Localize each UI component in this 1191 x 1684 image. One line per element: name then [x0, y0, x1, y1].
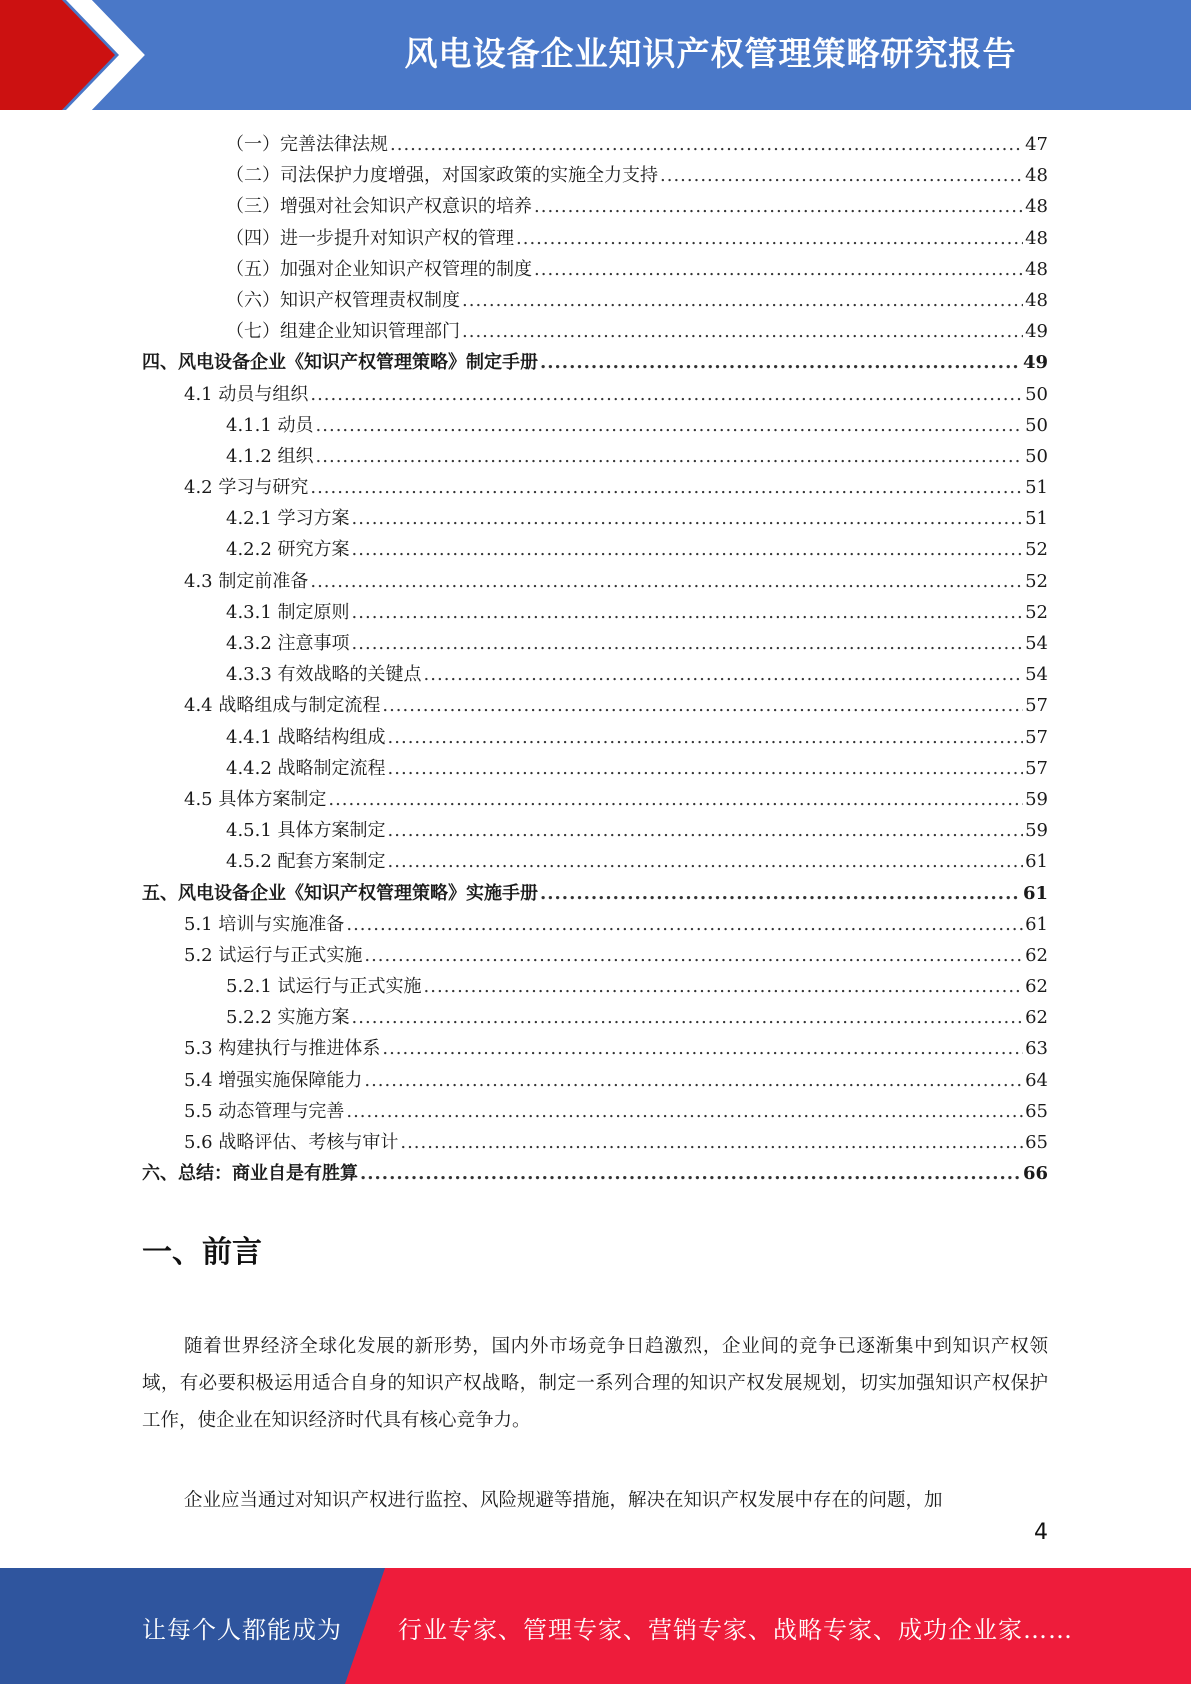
page-number: 4 — [1034, 1520, 1048, 1545]
toc-entry-label: 5.2.2 实施方案 — [226, 1007, 350, 1029]
toc-entry[interactable] — [142, 1096, 1048, 1127]
toc-entry-page: 51 — [1025, 477, 1048, 499]
toc-entry-page: 48 — [1025, 289, 1048, 311]
toc-entry-label: 5.5 动态管理与完善 — [184, 1100, 345, 1122]
toc-entry-page: 57 — [1025, 726, 1048, 748]
toc-entry-page: 64 — [1025, 1069, 1048, 1091]
toc-dot-leader — [360, 1158, 1021, 1189]
toc-entry-label: （五）加强对企业知识产权管理的制度 — [226, 258, 532, 280]
toc-entry-label: （二）司法保护力度增强，对国家政策的实施全力支持 — [226, 165, 658, 187]
toc-dot-leader — [660, 160, 1023, 191]
toc-entry-label: 4.1.2 组织 — [226, 445, 314, 467]
toc-entry-label: 4.1 动员与组织 — [184, 383, 309, 405]
toc-dot-leader — [388, 815, 1024, 846]
toc-entry[interactable] — [142, 410, 1048, 441]
toc-dot-leader — [352, 534, 1024, 565]
toc-entry-label: 4.2.1 学习方案 — [226, 508, 350, 530]
toc-entry[interactable] — [142, 940, 1048, 971]
toc-dot-leader — [352, 1002, 1024, 1033]
toc-dot-leader — [310, 566, 1023, 597]
toc-dot-leader — [424, 659, 1024, 690]
table-of-contents — [142, 129, 1048, 1189]
toc-entry-page: 62 — [1025, 944, 1048, 966]
toc-dot-leader — [534, 254, 1023, 285]
toc-dot-leader — [540, 878, 1021, 909]
toc-entry[interactable] — [142, 129, 1048, 160]
toc-entry-page: 48 — [1025, 258, 1048, 280]
toc-entry-page: 47 — [1025, 134, 1048, 155]
toc-entry-label: 4.5.2 配套方案制定 — [226, 851, 386, 873]
toc-entry-page: 65 — [1025, 1100, 1048, 1122]
toc-entry[interactable] — [142, 815, 1048, 846]
toc-entry-page: 48 — [1025, 196, 1048, 218]
toc-entry-page: 59 — [1025, 788, 1048, 810]
toc-entry[interactable] — [142, 347, 1048, 378]
toc-entry[interactable] — [142, 628, 1048, 659]
toc-dot-leader — [382, 690, 1023, 721]
toc-entry-page: 52 — [1025, 601, 1048, 623]
toc-dot-leader — [364, 940, 1023, 971]
page-footer — [0, 1568, 1191, 1684]
toc-entry[interactable] — [142, 1033, 1048, 1064]
toc-entry-page: 66 — [1022, 1163, 1048, 1185]
toc-entry[interactable] — [142, 846, 1048, 877]
toc-dot-leader — [400, 1127, 1023, 1158]
toc-entry-label: 5.3 构建执行与推进体系 — [184, 1038, 381, 1060]
toc-entry[interactable] — [142, 566, 1048, 597]
toc-entry[interactable] — [142, 503, 1048, 534]
toc-dot-leader — [382, 1033, 1023, 1064]
toc-entry-label: 4.5 具体方案制定 — [184, 788, 327, 810]
toc-entry-page: 62 — [1025, 976, 1048, 998]
toc-entry-page: 61 — [1025, 851, 1048, 873]
toc-entry[interactable] — [142, 191, 1048, 222]
toc-dot-leader — [310, 472, 1023, 503]
toc-entry-label: （六）知识产权管理责权制度 — [226, 289, 460, 311]
toc-entry[interactable] — [142, 285, 1048, 316]
toc-entry-page: 49 — [1025, 321, 1048, 343]
toc-dot-leader — [352, 597, 1024, 628]
toc-entry-page: 52 — [1025, 570, 1048, 592]
toc-entry[interactable] — [142, 659, 1048, 690]
toc-dot-leader — [462, 285, 1023, 316]
toc-entry-label: 5.4 增强实施保障能力 — [184, 1069, 363, 1091]
toc-dot-leader — [328, 784, 1023, 815]
toc-entry[interactable] — [142, 722, 1048, 753]
toc-entry-page: 63 — [1025, 1038, 1048, 1060]
toc-entry-page: 57 — [1025, 695, 1048, 717]
toc-dot-leader — [352, 628, 1024, 659]
toc-entry-label: 4.2 学习与研究 — [184, 477, 309, 499]
toc-entry[interactable] — [142, 1158, 1048, 1189]
toc-entry[interactable] — [142, 1065, 1048, 1096]
header-arrow-graphic — [0, 0, 160, 110]
toc-entry-label: 4.2.2 研究方案 — [226, 539, 350, 561]
toc-entry[interactable] — [142, 597, 1048, 628]
toc-entry[interactable] — [142, 753, 1048, 784]
toc-entry[interactable] — [142, 534, 1048, 565]
toc-entry-page: 61 — [1025, 913, 1048, 935]
toc-entry-page: 50 — [1025, 445, 1048, 467]
toc-entry[interactable] — [142, 254, 1048, 285]
toc-entry-page: 51 — [1025, 508, 1048, 530]
toc-entry[interactable] — [142, 379, 1048, 410]
toc-entry-page: 50 — [1025, 414, 1048, 436]
toc-entry-page: 59 — [1025, 820, 1048, 842]
toc-entry[interactable] — [142, 690, 1048, 721]
toc-entry-label: 4.4 战略组成与制定流程 — [184, 695, 381, 717]
toc-entry[interactable] — [142, 160, 1048, 191]
toc-dot-leader — [310, 379, 1023, 410]
toc-dot-leader — [516, 223, 1023, 254]
toc-entry-label: 六、总结：商业自是有胜算 — [142, 1163, 358, 1185]
toc-dot-leader — [462, 316, 1023, 347]
toc-entry-page: 61 — [1022, 882, 1048, 904]
toc-entry-page: 50 — [1025, 383, 1048, 405]
toc-entry-label: （一）完善法律法规 — [226, 134, 388, 155]
toc-entry-label: （三）增强对社会知识产权意识的培养 — [226, 196, 532, 218]
section-heading: 一、前言 — [142, 1235, 262, 1270]
toc-entry-page: 48 — [1025, 165, 1048, 187]
toc-dot-leader — [346, 1096, 1023, 1127]
toc-dot-leader — [390, 129, 1023, 160]
toc-entry-label: 4.4.1 战略结构组成 — [226, 726, 386, 748]
toc-entry[interactable] — [142, 223, 1048, 254]
toc-entry-label: 4.3.3 有效战略的关键点 — [226, 664, 422, 686]
toc-dot-leader — [388, 753, 1024, 784]
toc-entry[interactable] — [142, 909, 1048, 940]
toc-entry[interactable] — [142, 971, 1048, 1002]
body-paragraph: 企业应当通过对知识产权进行监控、风险规避等措施，解决在知识产权发展中存在的问题，加 — [184, 1490, 943, 1511]
toc-dot-leader — [388, 722, 1024, 753]
toc-entry-label: 5.6 战略评估、考核与审计 — [184, 1132, 399, 1153]
footer-slogan-right: 行业专家、管理专家、营销专家、战略专家、成功企业家…… — [398, 1616, 1073, 1644]
toc-entry-label: 4.3 制定前准备 — [184, 570, 309, 592]
toc-entry-label: 4.4.2 战略制定流程 — [226, 757, 386, 779]
toc-entry[interactable] — [142, 472, 1048, 503]
toc-entry-label: 四、风电设备企业《知识产权管理策略》制定手册 — [142, 352, 538, 374]
toc-dot-leader — [540, 347, 1021, 378]
toc-entry-label: 5.2.1 试运行与正式实施 — [226, 976, 422, 998]
body-paragraph: 随着世界经济全球化发展的新形势，国内外市场竞争日趋激烈，企业间的竞争已逐渐集中到知识产权领域，有必要积极运用适合自身的知识产权战略，制定一系列合理的知识产权发展规划，切实加强知识产权保护工作，使企业在知识经济时代具有核心竞争力。 — [142, 1336, 1048, 1431]
toc-entry[interactable] — [142, 316, 1048, 347]
toc-dot-leader — [534, 191, 1023, 222]
toc-dot-leader — [346, 909, 1023, 940]
toc-entry-label: 4.1.1 动员 — [226, 414, 314, 436]
toc-entry[interactable] — [142, 441, 1048, 472]
toc-dot-leader — [364, 1065, 1023, 1096]
toc-entry-page: 57 — [1025, 757, 1048, 779]
page-header — [0, 0, 1191, 110]
toc-entry-page: 49 — [1022, 352, 1048, 374]
toc-dot-leader — [352, 503, 1024, 534]
toc-entry[interactable] — [142, 784, 1048, 815]
toc-entry[interactable] — [142, 1002, 1048, 1033]
toc-entry[interactable] — [142, 878, 1048, 909]
toc-dot-leader — [424, 971, 1024, 1002]
toc-entry-label: 5.1 培训与实施准备 — [184, 913, 345, 935]
toc-entry-label: 4.3.1 制定原则 — [226, 601, 350, 623]
toc-entry-label: （七）组建企业知识管理部门 — [226, 321, 460, 343]
report-title: 风电设备企业知识产权管理策略研究报告 — [404, 34, 1017, 73]
toc-entry-page: 65 — [1025, 1132, 1048, 1153]
toc-entry[interactable] — [142, 1127, 1048, 1158]
toc-entry-label: （四）进一步提升对知识产权的管理 — [226, 227, 514, 249]
toc-entry-page: 54 — [1025, 633, 1048, 654]
toc-entry-label: 5.2 试运行与正式实施 — [184, 944, 363, 966]
toc-dot-leader — [388, 846, 1024, 877]
toc-entry-page: 54 — [1025, 664, 1048, 686]
toc-entry-page: 48 — [1025, 227, 1048, 249]
toc-dot-leader — [316, 410, 1024, 441]
toc-dot-leader — [316, 441, 1024, 472]
toc-entry-page: 52 — [1025, 539, 1048, 561]
toc-entry-label: 五、风电设备企业《知识产权管理策略》实施手册 — [142, 882, 538, 904]
toc-entry-label: 4.5.1 具体方案制定 — [226, 820, 386, 842]
toc-entry-page: 62 — [1025, 1007, 1048, 1029]
footer-slogan-left: 让每个人都能成为 — [142, 1616, 342, 1644]
toc-entry-label: 4.3.2 注意事项 — [226, 633, 350, 654]
